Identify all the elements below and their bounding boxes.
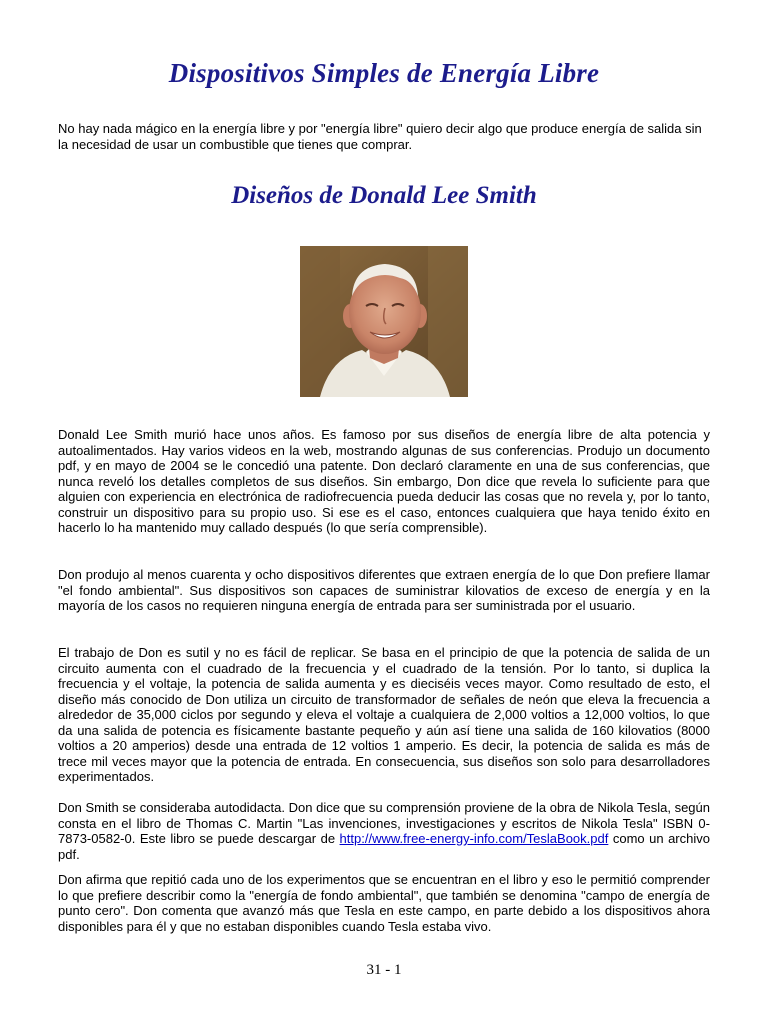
portrait-image [300,246,468,397]
paragraph-3: El trabajo de Don es sutil y no es fácil de replicar. Se basa en el principio de que la potencia de salida de un circuito aumenta con el cuadrado de la frecuencia y el cuadrado de la tensión. Por lo tanto, si duplica la frecuencia y el voltaje, la potencia de salida aumenta y es dieciséis veces mayor. Como resultado de esto, el diseño más conocido de Don utiliza un circuito de transformador de señales de neón que eleva la frecuencia a alrededor de 35,000 ciclos por segundo y eleva el voltaje a cualquiera de 2,000 voltios a 12,000 voltios, lo que da una salida de potencia es físicamente bastante pequeño y aún así tiene una salida de 160 kilovatios (8000 voltios a 20 amperios) desde una entrada de 12 voltios 1 amperio. Es decir, la potencia de salida es más de trece mil veces mayor que la potencia de entrada. En consecuencia, sus diseños son solo para desarrolladores experimentados. [58,645,710,784]
page-number: 31 - 1 [366,962,402,978]
portrait-photo [300,246,468,397]
paragraph-4-tail: como un archivo pdf. [58,831,710,862]
paragraph-2: Don produjo al menos cuarenta y ocho dispositivos diferentes que extraen energía de lo que Don prefiere llamar "el fondo ambiental". Sus dispositivos son capaces de suministrar kilovatios de exceso de energía y en la mayoría de los casos no requieren ninguna energía de entrada para ser suministrada por el usuario. [58,567,710,613]
section-heading: Diseños de Donald Lee Smith [231,182,537,209]
tesla-book-link[interactable]: http://www.free-energy-info.com/TeslaBook.pdf [339,831,609,846]
paragraph-4 [58,800,710,862]
document-title: Dispositivos Simples de Energía Libre [168,58,600,88]
intro-paragraph: No hay nada mágico en la energía libre y por "energía libre" quiero decir algo que produce energía de salida sin la necesidad de usar un combustible que tienes que comprar. [58,121,702,152]
paragraph-5: Don afirma que repitió cada uno de los experimentos que se encuentran en el libro y eso le permitió comprender lo que prefiere describir como la "energía de fondo ambiental", que también se denomina "campo de energía de punto cero". Don comenta que avanzó más que Tesla en este campo, en parte debido a los dispositivos ahora disponibles para él y que no estaban disponibles cuando Tesla estaba vivo. [58,872,710,934]
paragraph-4-text: Don Smith se consideraba autodidacta. Don dice que su comprensión proviene de la obra de Nikola Tesla, según consta en el libro de Thomas C. Martin "Las invenciones, investigaciones y escritos de Nikola Tesla" ISBN 0-7873-0582-0. Este libro se puede descargar de [58,800,710,846]
paragraph-1: Donald Lee Smith murió hace unos años. Es famoso por sus diseños de energía libre de alta potencia y autoalimentados. Hay varios videos en la web, mostrando algunas de sus conferencias. Produjo un documento pdf, y en mayo de 2004 se le concedió una patente. Don declaró claramente en una de sus conferencias, que nunca reveló los detalles completos de sus diseños. Sin embargo, Don dice que revela lo suficiente para que alguien con experiencia en electrónica de radiofrecuencia pueda deducir las cosas que no revela y, por lo tanto, construir un dispositivo para su propio uso. Si ese es el caso, entonces cualquiera que haya tenido éxito en hacerlo lo ha mantenido muy callado después (lo que sería comprensible). [58,427,710,535]
